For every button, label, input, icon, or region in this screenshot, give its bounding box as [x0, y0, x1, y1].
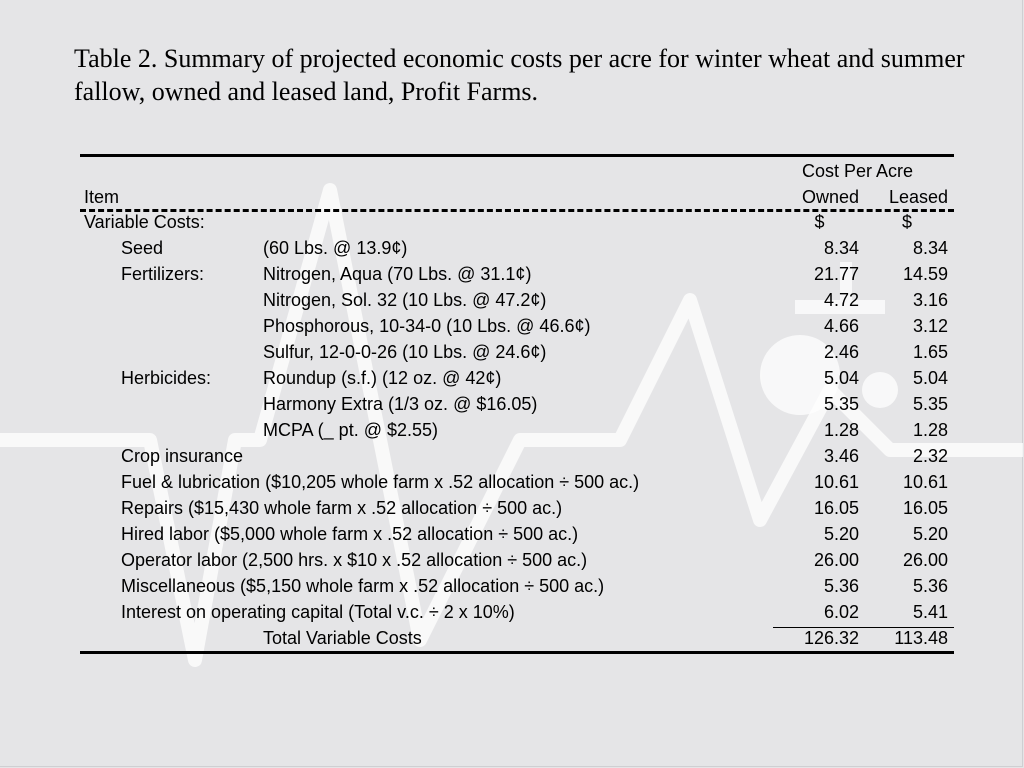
top-rule: [80, 154, 954, 157]
row-label: Crop insurance: [121, 446, 244, 466]
leased-value: 5.04: [912, 368, 948, 388]
owned-value: 1.28: [823, 420, 859, 440]
leased-value: 16.05: [902, 498, 948, 518]
owned-value: 126.32: [803, 628, 859, 648]
row-label: Variable Costs:: [84, 212, 205, 232]
row-label: Fuel & lubrication ($10,205 whole farm x .52 allocation ÷ 500 ac.): [121, 472, 640, 492]
row-label: Miscellaneous ($5,150 whole farm x .52 allocation ÷ 500 ac.): [121, 576, 605, 596]
leased-value: 5.35: [912, 394, 948, 414]
leased-value: 3.12: [912, 316, 948, 336]
leased-value: 2.32: [912, 446, 948, 466]
row-label: Repairs ($15,430 whole farm x .52 allocation ÷ 500 ac.): [121, 498, 563, 518]
owned-value: 4.66: [823, 316, 859, 336]
owned-value: 3.46: [823, 446, 859, 466]
owned-value: 21.77: [813, 264, 859, 284]
row-detail: Phosphorous, 10-34-0 (10 Lbs. @ 46.6¢): [263, 316, 591, 336]
subtotal-rule: [773, 627, 954, 628]
cost-per-acre-header: Cost Per Acre: [802, 161, 914, 181]
row-label: Herbicides:: [121, 368, 212, 388]
owned-value: 5.04: [823, 368, 859, 388]
row-detail: Nitrogen, Sol. 32 (10 Lbs. @ 47.2¢): [263, 290, 547, 310]
leased-value: 113.48: [894, 628, 948, 648]
bottom-rule: [80, 651, 954, 654]
row-label: Seed: [121, 238, 164, 258]
row-detail: Sulfur, 12-0-0-26 (10 Lbs. @ 24.6¢): [263, 342, 547, 362]
owned-value: 5.20: [823, 524, 859, 544]
leased-value: 8.34: [912, 238, 948, 258]
row-detail: (60 Lbs. @ 13.9¢): [263, 238, 408, 258]
item-header: Item: [84, 187, 120, 207]
leased-value: 1.65: [912, 342, 948, 362]
owned-value: 5.36: [823, 576, 859, 596]
leased-header: Leased: [888, 187, 948, 207]
row-detail: Harmony Extra (1/3 oz. @ $16.05): [263, 394, 538, 414]
row-label: Hired labor ($5,000 whole farm x .52 allocation ÷ 500 ac.): [121, 524, 579, 544]
row-detail: MCPA (_ pt. @ $2.55): [263, 420, 439, 440]
owned-value: 5.35: [823, 394, 859, 414]
leased-value: 5.41: [912, 602, 948, 622]
row-label: Interest on operating capital (Total v.c. ÷ 2 x 10%): [121, 602, 515, 622]
row-detail: Roundup (s.f.) (12 oz. @ 42¢): [263, 368, 502, 388]
row-detail: Total Variable Costs: [263, 628, 422, 648]
leased-value: 5.36: [912, 576, 948, 596]
owned-value: 2.46: [823, 342, 859, 362]
row-label: Operator labor (2,500 hrs. x $10 x .52 allocation ÷ 500 ac.): [121, 550, 588, 570]
row-detail: Nitrogen, Aqua (70 Lbs. @ 31.1¢): [263, 264, 532, 284]
leased-value: 3.16: [912, 290, 948, 310]
owned-value: 4.72: [823, 290, 859, 310]
row-label: Fertilizers:: [121, 264, 205, 284]
leased-value: 10.61: [902, 472, 948, 492]
owned-header: Owned: [801, 187, 859, 207]
owned-value: 16.05: [813, 498, 859, 518]
leased-value: 5.20: [912, 524, 948, 544]
leased-value: 1.28: [912, 420, 948, 440]
owned-value: 10.61: [813, 472, 859, 492]
owned-value: 26.00: [813, 550, 859, 570]
owned-value: $: [814, 212, 825, 232]
table-caption: Table 2. Summary of projected economic costs per acre for winter wheat and summer fallow, owned and leased land, Profit Farms.: [74, 44, 965, 106]
owned-value: 8.34: [823, 238, 859, 258]
owned-value: 6.02: [823, 602, 859, 622]
leased-value: 26.00: [902, 550, 948, 570]
leased-value: 14.59: [902, 264, 948, 284]
leased-value: $: [901, 212, 912, 232]
